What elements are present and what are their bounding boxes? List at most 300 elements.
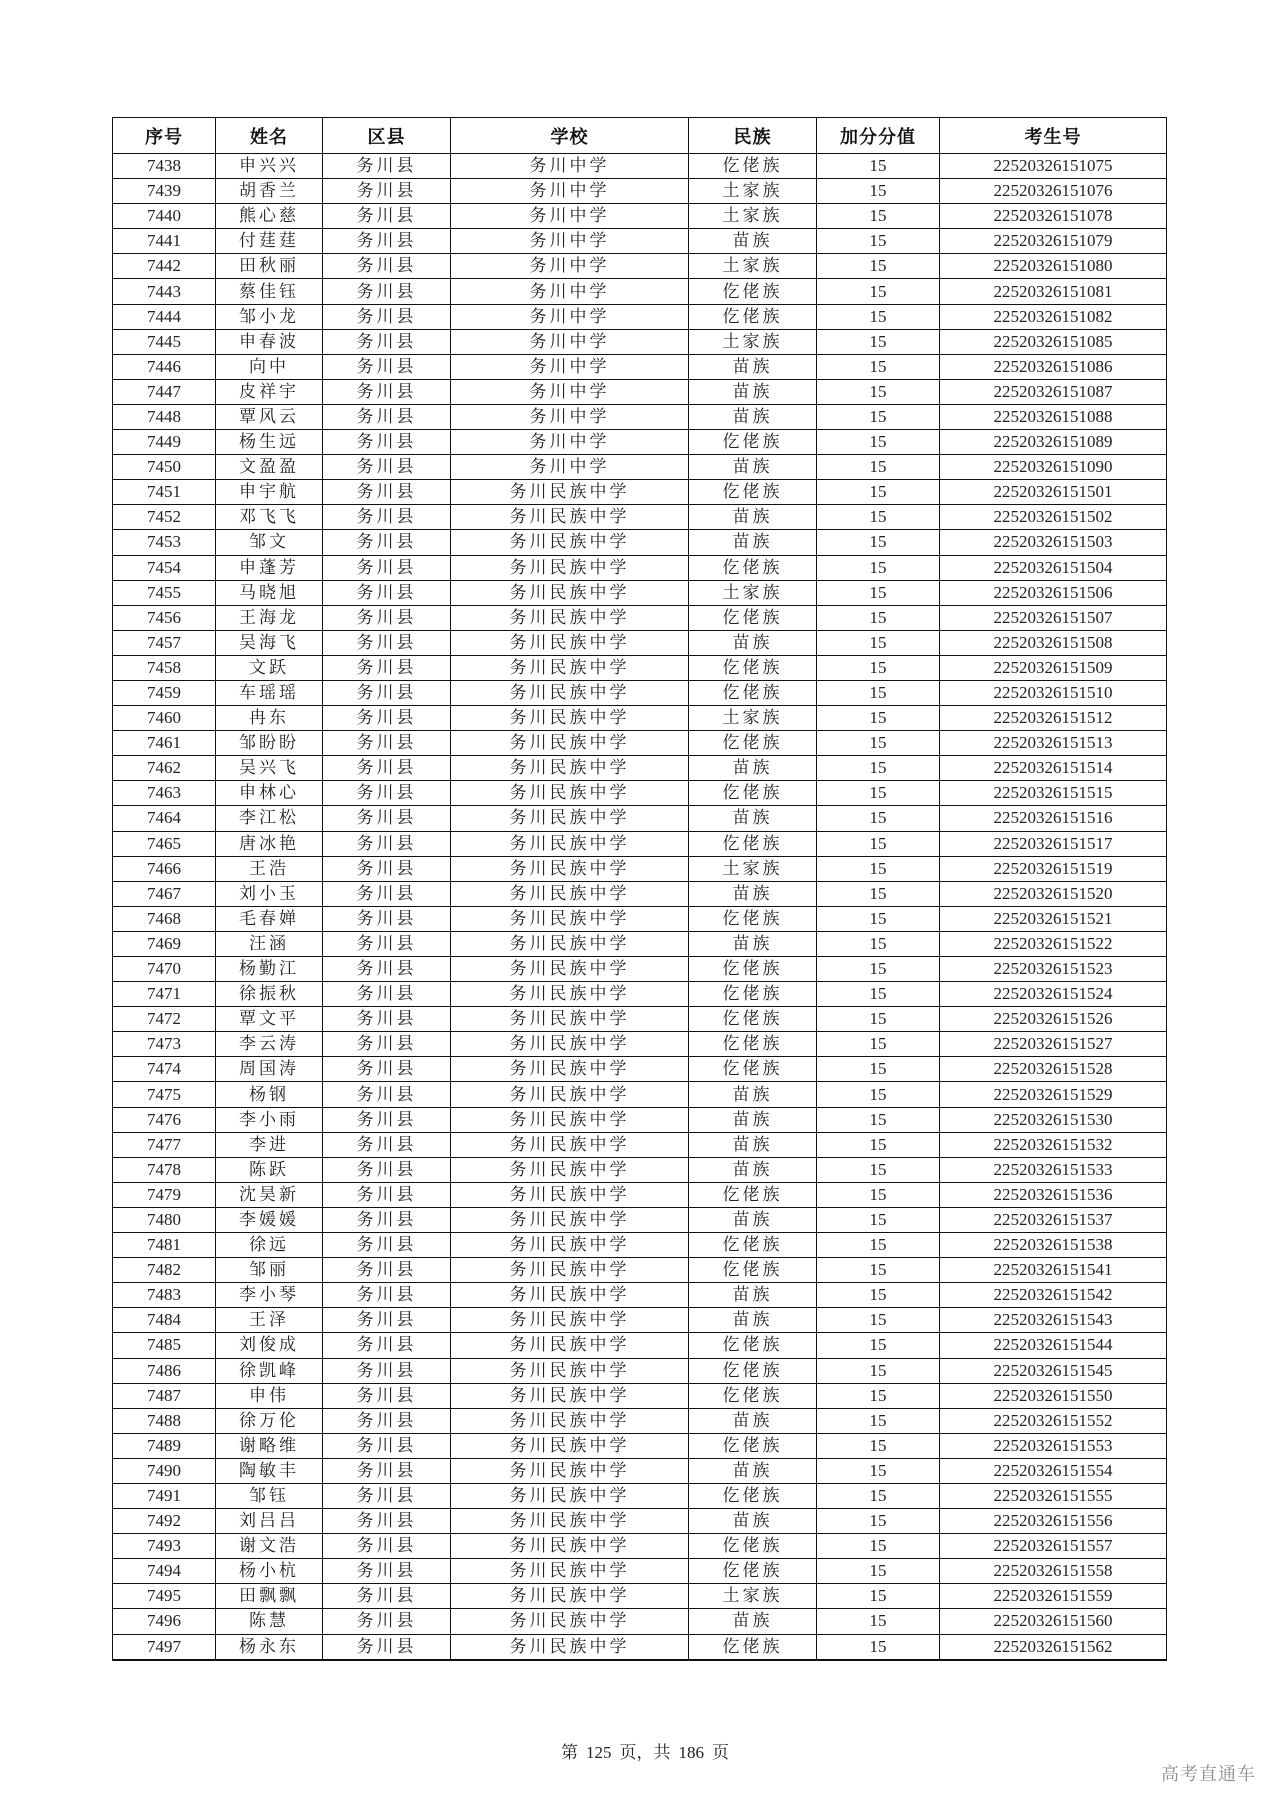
bonus-cell: 15 [817, 731, 940, 756]
table-row [113, 204, 1167, 229]
table-row [113, 229, 1167, 254]
watermark-text: 高考直通车 [1161, 1764, 1256, 1785]
name-cell: 冉东 [216, 706, 323, 731]
exam-id-cell: 22520326151081 [940, 279, 1167, 304]
ethnicity-cell: 仡佬族 [689, 1483, 817, 1508]
county-cell: 务川县 [323, 856, 451, 881]
school-cell: 务川民族中学 [451, 1032, 689, 1057]
county-cell: 务川县 [323, 831, 451, 856]
school-cell: 务川民族中学 [451, 982, 689, 1007]
county-cell: 务川县 [323, 179, 451, 204]
school-cell: 务川民族中学 [451, 655, 689, 680]
table-row [113, 831, 1167, 856]
ethnicity-cell: 土家族 [689, 580, 817, 605]
county-cell: 务川县 [323, 354, 451, 379]
bonus-cell: 15 [817, 1182, 940, 1207]
county-cell: 务川县 [323, 480, 451, 505]
exam-id-cell: 22520326151552 [940, 1408, 1167, 1433]
county-cell: 务川县 [323, 1182, 451, 1207]
exam-id-cell: 22520326151556 [940, 1509, 1167, 1534]
school-cell: 务川中学 [451, 279, 689, 304]
table-row [113, 655, 1167, 680]
bonus-cell: 15 [817, 1258, 940, 1283]
page-label-mid: 页，共 [619, 1743, 671, 1762]
seq-cell: 7462 [113, 756, 216, 781]
name-cell: 李江松 [216, 806, 323, 831]
header-bonus: 加分分值 [817, 118, 940, 154]
table-row [113, 1383, 1167, 1408]
school-cell: 务川中学 [451, 329, 689, 354]
seq-cell: 7456 [113, 605, 216, 630]
table-row [113, 680, 1167, 705]
exam-id-cell: 22520326151541 [940, 1258, 1167, 1283]
table-row [113, 505, 1167, 530]
table-row [113, 806, 1167, 831]
table-row [113, 731, 1167, 756]
bonus-cell: 15 [817, 1433, 940, 1458]
table-row [113, 1283, 1167, 1308]
bonus-cell: 15 [817, 1157, 940, 1182]
ethnicity-cell: 苗族 [689, 756, 817, 781]
name-cell: 徐振秋 [216, 982, 323, 1007]
table-row [113, 1157, 1167, 1182]
ethnicity-cell: 仡佬族 [689, 555, 817, 580]
seq-cell: 7469 [113, 931, 216, 956]
school-cell: 务川民族中学 [451, 480, 689, 505]
page-footer [0, 1738, 1280, 1763]
exam-id-cell: 22520326151523 [940, 957, 1167, 982]
bonus-cell: 15 [817, 379, 940, 404]
seq-cell: 7466 [113, 856, 216, 881]
county-cell: 务川县 [323, 555, 451, 580]
table-row [113, 354, 1167, 379]
school-cell: 务川民族中学 [451, 1207, 689, 1232]
school-cell: 务川民族中学 [451, 1458, 689, 1483]
county-cell: 务川县 [323, 430, 451, 455]
county-cell: 务川县 [323, 1233, 451, 1258]
county-cell: 务川县 [323, 1007, 451, 1032]
seq-cell: 7454 [113, 555, 216, 580]
ethnicity-cell: 仡佬族 [689, 1233, 817, 1258]
county-cell: 务川县 [323, 906, 451, 931]
name-cell: 田秋丽 [216, 254, 323, 279]
name-cell: 李云涛 [216, 1032, 323, 1057]
exam-id-cell: 22520326151532 [940, 1132, 1167, 1157]
table-row [113, 455, 1167, 480]
bonus-cell: 15 [817, 1609, 940, 1634]
exam-id-cell: 22520326151509 [940, 655, 1167, 680]
school-cell: 务川民族中学 [451, 1182, 689, 1207]
school-cell: 务川民族中学 [451, 1358, 689, 1383]
school-cell: 务川民族中学 [451, 1308, 689, 1333]
county-cell: 务川县 [323, 1157, 451, 1182]
school-cell: 务川民族中学 [451, 906, 689, 931]
bonus-cell: 15 [817, 1107, 940, 1132]
name-cell: 熊心慈 [216, 204, 323, 229]
exam-id-cell: 22520326151533 [940, 1157, 1167, 1182]
seq-cell: 7471 [113, 982, 216, 1007]
seq-cell: 7441 [113, 229, 216, 254]
school-cell: 务川民族中学 [451, 505, 689, 530]
ethnicity-cell: 苗族 [689, 229, 817, 254]
ethnicity-cell: 苗族 [689, 1107, 817, 1132]
county-cell: 务川县 [323, 1283, 451, 1308]
exam-id-cell: 22520326151558 [940, 1559, 1167, 1584]
exam-id-cell: 22520326151076 [940, 179, 1167, 204]
exam-id-cell: 22520326151543 [940, 1308, 1167, 1333]
bonus-cell: 15 [817, 957, 940, 982]
name-cell: 杨生远 [216, 430, 323, 455]
seq-cell: 7459 [113, 680, 216, 705]
bonus-cell: 15 [817, 756, 940, 781]
name-cell: 车瑶瑶 [216, 680, 323, 705]
table-row [113, 154, 1167, 179]
county-cell: 务川县 [323, 1634, 451, 1660]
ethnicity-cell: 苗族 [689, 1207, 817, 1232]
county-cell: 务川县 [323, 1308, 451, 1333]
seq-cell: 7460 [113, 706, 216, 731]
ethnicity-cell: 仡佬族 [689, 605, 817, 630]
name-cell: 陶敏丰 [216, 1458, 323, 1483]
bonus-cell: 15 [817, 1584, 940, 1609]
exam-id-cell: 22520326151514 [940, 756, 1167, 781]
school-cell: 务川民族中学 [451, 1333, 689, 1358]
school-cell: 务川民族中学 [451, 1584, 689, 1609]
seq-cell: 7447 [113, 379, 216, 404]
bonus-points-table [112, 117, 1167, 1661]
ethnicity-cell: 仡佬族 [689, 1358, 817, 1383]
county-cell: 务川县 [323, 680, 451, 705]
exam-id-cell: 22520326151530 [940, 1107, 1167, 1132]
ethnicity-cell: 仡佬族 [689, 1032, 817, 1057]
name-cell: 刘吕吕 [216, 1509, 323, 1534]
ethnicity-cell: 苗族 [689, 881, 817, 906]
bonus-cell: 15 [817, 555, 940, 580]
name-cell: 邹丽 [216, 1258, 323, 1283]
school-cell: 务川中学 [451, 204, 689, 229]
school-cell: 务川中学 [451, 254, 689, 279]
county-cell: 务川县 [323, 379, 451, 404]
ethnicity-cell: 仡佬族 [689, 1383, 817, 1408]
table-row [113, 379, 1167, 404]
table-row [113, 1609, 1167, 1634]
table-row [113, 931, 1167, 956]
school-cell: 务川民族中学 [451, 756, 689, 781]
school-cell: 务川民族中学 [451, 1509, 689, 1534]
ethnicity-cell: 土家族 [689, 329, 817, 354]
table-row [113, 555, 1167, 580]
seq-cell: 7474 [113, 1057, 216, 1082]
exam-id-cell: 22520326151542 [940, 1283, 1167, 1308]
name-cell: 李小雨 [216, 1107, 323, 1132]
county-cell: 务川县 [323, 279, 451, 304]
county-cell: 务川县 [323, 982, 451, 1007]
table-row [113, 1358, 1167, 1383]
name-cell: 覃风云 [216, 404, 323, 429]
bonus-cell: 15 [817, 1057, 940, 1082]
exam-id-cell: 22520326151087 [940, 379, 1167, 404]
exam-id-cell: 22520326151078 [940, 204, 1167, 229]
table-row [113, 404, 1167, 429]
seq-cell: 7475 [113, 1082, 216, 1107]
seq-cell: 7486 [113, 1358, 216, 1383]
bonus-cell: 15 [817, 1207, 940, 1232]
bonus-cell: 15 [817, 430, 940, 455]
header-ethnicity: 民族 [689, 118, 817, 154]
seq-cell: 7444 [113, 304, 216, 329]
county-cell: 务川县 [323, 1559, 451, 1584]
school-cell: 务川民族中学 [451, 1107, 689, 1132]
seq-cell: 7446 [113, 354, 216, 379]
name-cell: 徐万伦 [216, 1408, 323, 1433]
bonus-cell: 15 [817, 229, 940, 254]
seq-cell: 7464 [113, 806, 216, 831]
seq-cell: 7494 [113, 1559, 216, 1584]
ethnicity-cell: 土家族 [689, 1584, 817, 1609]
bonus-cell: 15 [817, 706, 940, 731]
ethnicity-cell: 仡佬族 [689, 154, 817, 179]
school-cell: 务川中学 [451, 304, 689, 329]
table-row [113, 1032, 1167, 1057]
exam-id-cell: 22520326151501 [940, 480, 1167, 505]
ethnicity-cell: 苗族 [689, 1308, 817, 1333]
ethnicity-cell: 苗族 [689, 1157, 817, 1182]
ethnicity-cell: 仡佬族 [689, 480, 817, 505]
ethnicity-cell: 苗族 [689, 1609, 817, 1634]
school-cell: 务川民族中学 [451, 1082, 689, 1107]
name-cell: 徐凯峰 [216, 1358, 323, 1383]
school-cell: 务川民族中学 [451, 831, 689, 856]
school-cell: 务川民族中学 [451, 706, 689, 731]
name-cell: 邓飞飞 [216, 505, 323, 530]
table-row [113, 1182, 1167, 1207]
seq-cell: 7481 [113, 1233, 216, 1258]
county-cell: 务川县 [323, 781, 451, 806]
table-row [113, 1207, 1167, 1232]
county-cell: 务川县 [323, 254, 451, 279]
exam-id-cell: 22520326151504 [940, 555, 1167, 580]
county-cell: 务川县 [323, 154, 451, 179]
bonus-cell: 15 [817, 455, 940, 480]
table-body [113, 154, 1167, 1660]
exam-id-cell: 22520326151075 [940, 154, 1167, 179]
seq-cell: 7453 [113, 530, 216, 555]
table-header-row [113, 118, 1167, 154]
ethnicity-cell: 苗族 [689, 630, 817, 655]
name-cell: 吴兴飞 [216, 756, 323, 781]
county-cell: 务川县 [323, 1534, 451, 1559]
seq-cell: 7449 [113, 430, 216, 455]
school-cell: 务川民族中学 [451, 1132, 689, 1157]
exam-id-cell: 22520326151506 [940, 580, 1167, 605]
exam-id-cell: 22520326151089 [940, 430, 1167, 455]
school-cell: 务川民族中学 [451, 1007, 689, 1032]
seq-cell: 7492 [113, 1509, 216, 1534]
exam-id-cell: 22520326151082 [940, 304, 1167, 329]
table-row [113, 1408, 1167, 1433]
exam-id-cell: 22520326151513 [940, 731, 1167, 756]
name-cell: 田飘飘 [216, 1584, 323, 1609]
name-cell: 陈慧 [216, 1609, 323, 1634]
ethnicity-cell: 苗族 [689, 1408, 817, 1433]
table-row [113, 530, 1167, 555]
bonus-cell: 15 [817, 982, 940, 1007]
exam-id-cell: 22520326151526 [940, 1007, 1167, 1032]
ethnicity-cell: 仡佬族 [689, 680, 817, 705]
county-cell: 务川县 [323, 630, 451, 655]
ethnicity-cell: 苗族 [689, 1458, 817, 1483]
school-cell: 务川民族中学 [451, 555, 689, 580]
ethnicity-cell: 仡佬族 [689, 957, 817, 982]
name-cell: 李媛媛 [216, 1207, 323, 1232]
name-cell: 杨小杭 [216, 1559, 323, 1584]
table-row [113, 1483, 1167, 1508]
table-row [113, 630, 1167, 655]
page-label-suffix: 页 [712, 1743, 729, 1762]
name-cell: 唐冰艳 [216, 831, 323, 856]
seq-cell: 7487 [113, 1383, 216, 1408]
school-cell: 务川民族中学 [451, 931, 689, 956]
bonus-cell: 15 [817, 1082, 940, 1107]
seq-cell: 7465 [113, 831, 216, 856]
ethnicity-cell: 土家族 [689, 706, 817, 731]
bonus-cell: 15 [817, 204, 940, 229]
ethnicity-cell: 仡佬族 [689, 731, 817, 756]
bonus-cell: 15 [817, 354, 940, 379]
exam-id-cell: 22520326151536 [940, 1182, 1167, 1207]
exam-id-cell: 22520326151537 [940, 1207, 1167, 1232]
county-cell: 务川县 [323, 229, 451, 254]
bonus-cell: 15 [817, 254, 940, 279]
ethnicity-cell: 仡佬族 [689, 655, 817, 680]
exam-id-cell: 22520326151516 [940, 806, 1167, 831]
county-cell: 务川县 [323, 931, 451, 956]
bonus-cell: 15 [817, 480, 940, 505]
name-cell: 申春波 [216, 329, 323, 354]
ethnicity-cell: 苗族 [689, 505, 817, 530]
bonus-cell: 15 [817, 1007, 940, 1032]
bonus-cell: 15 [817, 505, 940, 530]
name-cell: 杨勤江 [216, 957, 323, 982]
header-name: 姓名 [216, 118, 323, 154]
bonus-cell: 15 [817, 1559, 940, 1584]
county-cell: 务川县 [323, 1383, 451, 1408]
ethnicity-cell: 仡佬族 [689, 781, 817, 806]
exam-id-cell: 22520326151502 [940, 505, 1167, 530]
name-cell: 谢略维 [216, 1433, 323, 1458]
bonus-cell: 15 [817, 1132, 940, 1157]
county-cell: 务川县 [323, 706, 451, 731]
school-cell: 务川中学 [451, 455, 689, 480]
county-cell: 务川县 [323, 204, 451, 229]
seq-cell: 7479 [113, 1182, 216, 1207]
school-cell: 务川民族中学 [451, 630, 689, 655]
county-cell: 务川县 [323, 881, 451, 906]
seq-cell: 7442 [113, 254, 216, 279]
table-row [113, 881, 1167, 906]
school-cell: 务川民族中学 [451, 806, 689, 831]
bonus-cell: 15 [817, 881, 940, 906]
exam-id-cell: 22520326151090 [940, 455, 1167, 480]
name-cell: 李进 [216, 1132, 323, 1157]
table-row [113, 1233, 1167, 1258]
ethnicity-cell: 仡佬族 [689, 906, 817, 931]
seq-cell: 7452 [113, 505, 216, 530]
county-cell: 务川县 [323, 1258, 451, 1283]
county-cell: 务川县 [323, 1509, 451, 1534]
county-cell: 务川县 [323, 1057, 451, 1082]
bonus-cell: 15 [817, 1408, 940, 1433]
exam-id-cell: 22520326151508 [940, 630, 1167, 655]
seq-cell: 7491 [113, 1483, 216, 1508]
table-row [113, 605, 1167, 630]
bonus-cell: 15 [817, 179, 940, 204]
school-cell: 务川民族中学 [451, 1233, 689, 1258]
exam-id-cell: 22520326151085 [940, 329, 1167, 354]
exam-id-cell: 22520326151554 [940, 1458, 1167, 1483]
bonus-cell: 15 [817, 1308, 940, 1333]
table-row [113, 179, 1167, 204]
bonus-cell: 15 [817, 304, 940, 329]
exam-id-cell: 22520326151527 [940, 1032, 1167, 1057]
school-cell: 务川中学 [451, 229, 689, 254]
bonus-cell: 15 [817, 1333, 940, 1358]
county-cell: 务川县 [323, 756, 451, 781]
ethnicity-cell: 仡佬族 [689, 1057, 817, 1082]
school-cell: 务川民族中学 [451, 605, 689, 630]
exam-id-cell: 22520326151560 [940, 1609, 1167, 1634]
bonus-cell: 15 [817, 530, 940, 555]
table-row [113, 480, 1167, 505]
school-cell: 务川民族中学 [451, 1383, 689, 1408]
school-cell: 务川中学 [451, 354, 689, 379]
seq-cell: 7439 [113, 179, 216, 204]
name-cell: 付莛莛 [216, 229, 323, 254]
name-cell: 皮祥宇 [216, 379, 323, 404]
ethnicity-cell: 土家族 [689, 179, 817, 204]
ethnicity-cell: 仡佬族 [689, 1333, 817, 1358]
bonus-cell: 15 [817, 831, 940, 856]
seq-cell: 7497 [113, 1634, 216, 1660]
bonus-cell: 15 [817, 906, 940, 931]
exam-id-cell: 22520326151545 [940, 1358, 1167, 1383]
seq-cell: 7484 [113, 1308, 216, 1333]
bonus-cell: 15 [817, 1634, 940, 1660]
table-row [113, 1333, 1167, 1358]
table-row [113, 781, 1167, 806]
county-cell: 务川县 [323, 1333, 451, 1358]
exam-id-cell: 22520326151515 [940, 781, 1167, 806]
bonus-cell: 15 [817, 279, 940, 304]
name-cell: 周国涛 [216, 1057, 323, 1082]
page-label-prefix: 第 [561, 1743, 578, 1762]
name-cell: 申宇航 [216, 480, 323, 505]
seq-cell: 7493 [113, 1534, 216, 1559]
exam-id-cell: 22520326151550 [940, 1383, 1167, 1408]
table-row [113, 1258, 1167, 1283]
school-cell: 务川民族中学 [451, 1634, 689, 1660]
name-cell: 马晓旭 [216, 580, 323, 605]
name-cell: 沈昊新 [216, 1182, 323, 1207]
exam-id-cell: 22520326151503 [940, 530, 1167, 555]
seq-cell: 7470 [113, 957, 216, 982]
school-cell: 务川民族中学 [451, 580, 689, 605]
bonus-cell: 15 [817, 1032, 940, 1057]
name-cell: 陈跃 [216, 1157, 323, 1182]
name-cell: 邹钰 [216, 1483, 323, 1508]
ethnicity-cell: 仡佬族 [689, 430, 817, 455]
ethnicity-cell: 苗族 [689, 379, 817, 404]
